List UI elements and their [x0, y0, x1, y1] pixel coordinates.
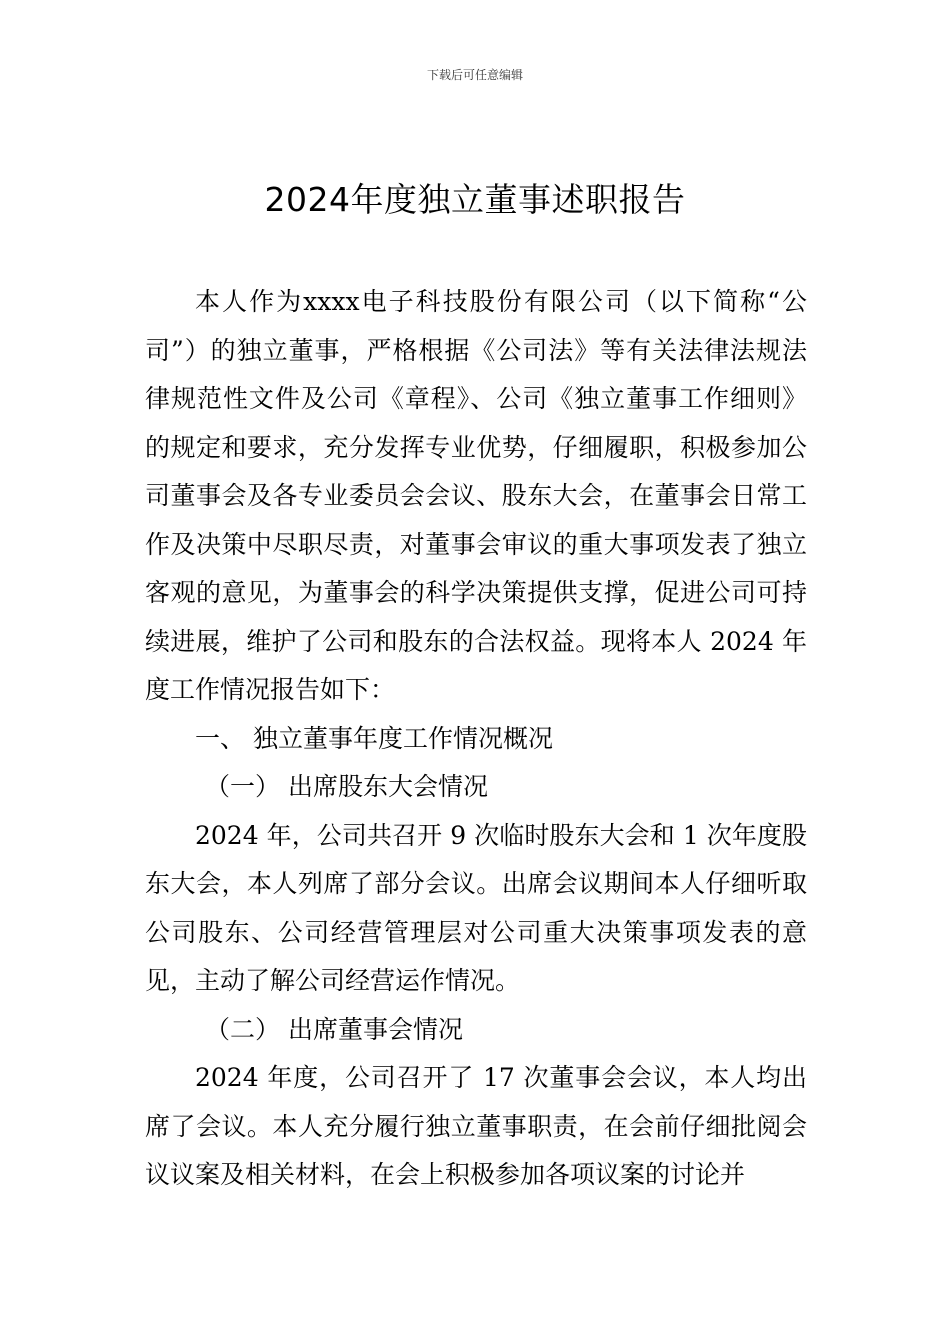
document-title: 2024年度独立董事述职报告: [264, 180, 686, 219]
board-meeting-paragraph: 2024 年度，公司召开了 17 次董事会会议，本人均出席了会议。本人充分履行独立董事职责，在会前仔细批阅会议议案及相关材料，在会上积极参加各项议案的讨论并: [145, 1063, 807, 1189]
section-heading-1: 一、 独立董事年度工作情况概况: [195, 723, 553, 753]
document-body: [145, 278, 807, 1200]
subsection-heading-2: （二） 出席董事会情况: [205, 1014, 463, 1044]
subsection-heading-1: （一） 出席股东大会情况: [205, 772, 488, 801]
intro-paragraph: 本人作为xxxx电子科技股份有限公司（以下简称“公司”）的独立董事，严格根据《公司法》等有关法律法规法律规范性文件及公司《章程》、公司《独立董事工作细则》的规定和要求，充分发挥专业优势，仔细履职，积极参加公司董事会及各专业委员会会议、股东大会，在董事会日常工作及决策中尽职尽责，对董事会审议的重大事项发表了独立客观的意见，为董事会的科学决策提供支撑，促进公司可持续进展，维护了公司和股东的合法权益。现将本人 2024 年度工作情况报告如下：: [145, 287, 807, 704]
shareholder-meeting-paragraph: 2024 年，公司共召开 9 次临时股东大会和 1 次年度股东大会，本人列席了部分会议。出席会议期间本人仔细听取公司股东、公司经营管理层对公司重大决策事项发表的意见，主动了解公司经营运作情况。: [145, 820, 807, 995]
header-note: 下载后可任意编辑: [426, 68, 523, 82]
